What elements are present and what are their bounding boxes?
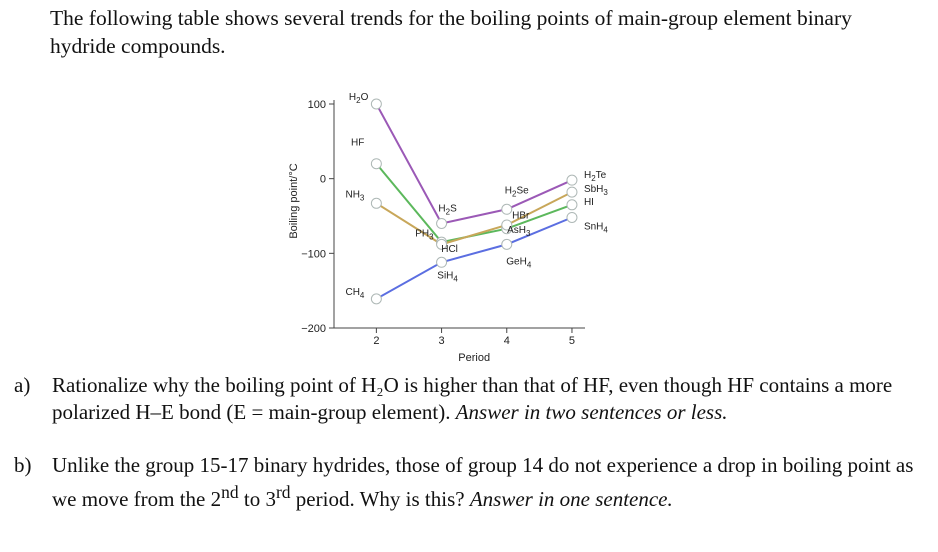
question-b-text-before: Unlike the group 15-17 binary hydrides, those of group 14 do not experience a drop in boiling point as we move from the 2 xyxy=(52,453,914,511)
question-b-body xyxy=(52,452,924,513)
point-label-sih4: SiH$_4$ xyxy=(437,270,458,284)
x-tick-label: 5 xyxy=(568,335,576,347)
y-tick-label: −100 xyxy=(301,248,326,261)
point-label-ash3: AsH$_3$ xyxy=(507,224,531,238)
data-point-h2te xyxy=(567,175,577,185)
data-point-h2se xyxy=(502,204,512,214)
data-point-nh3 xyxy=(371,198,381,208)
question-a-text: Rationalize why the boiling point of H₂O is higher than that of HF, even though HF contains a more polarized H–E bond (E = main-group element). xyxy=(52,373,893,424)
point-label-sbh3: SbH$_3$ xyxy=(583,184,608,198)
point-label-h2te: $H_2Te$ xyxy=(583,170,607,184)
point-label-h2o: $H_2O$ xyxy=(348,92,369,105)
question-b-text-after: period. Why is this? xyxy=(290,487,465,511)
intro-text: The following table shows several trends for the boiling points of main-group element binary hydride compounds. xyxy=(50,6,852,58)
y-axis-label: Boiling point/°C xyxy=(288,163,300,239)
point-label-h2s: $H_2S$ xyxy=(438,203,457,217)
question-a-label: a) xyxy=(14,373,31,397)
series-line-group16 xyxy=(376,104,572,223)
data-point-hi xyxy=(567,200,577,210)
data-point-hf xyxy=(371,159,381,169)
question-b-sup-rd: rd xyxy=(275,482,291,502)
point-label-snh4: SnH$_4$ xyxy=(583,221,608,235)
point-label-ph3: $PH_3$ xyxy=(415,228,434,242)
series-line-group14 xyxy=(376,217,572,298)
question-b-text-mid: to 3 xyxy=(238,487,276,511)
data-point-snh4 xyxy=(567,212,577,222)
question-b-instruction: Answer in one sentence. xyxy=(469,487,673,511)
point-label-ch4: $CH_4$ xyxy=(345,286,365,300)
point-label-hi: HI xyxy=(583,196,594,208)
point-label-hf: HF xyxy=(351,137,365,149)
point-label-geh4: GeH$_4$ xyxy=(506,256,532,270)
x-tick-label: 4 xyxy=(503,335,510,347)
data-point-sih4 xyxy=(437,257,447,267)
x-tick-label: 2 xyxy=(373,335,380,347)
y-tick-label: −200 xyxy=(301,323,326,335)
question-b-sup-nd: nd xyxy=(221,482,239,502)
chart-series-lines xyxy=(376,104,572,299)
y-tick-label: 100 xyxy=(307,99,326,111)
chart-series-points xyxy=(371,99,577,304)
question-a-instruction: Answer in two sentences or less. xyxy=(455,400,728,424)
question-a-body xyxy=(52,372,924,426)
point-label-h2se: $H_2Se$ xyxy=(504,185,529,199)
x-axis-label: Period xyxy=(458,352,491,364)
data-point-h2s xyxy=(437,218,447,228)
x-tick-label: 3 xyxy=(438,335,445,347)
data-point-ch4 xyxy=(371,294,381,304)
point-label-nh3: $NH_3$ xyxy=(345,189,365,203)
data-point-sbh3 xyxy=(567,187,577,197)
data-point-geh4 xyxy=(502,239,512,249)
point-label-hbr: HBr xyxy=(512,210,530,222)
point-label-hcl: HCl xyxy=(441,244,458,256)
y-tick-label: 0 xyxy=(319,173,326,186)
question-b-label: b) xyxy=(14,453,32,477)
data-point-h2o xyxy=(371,99,381,109)
